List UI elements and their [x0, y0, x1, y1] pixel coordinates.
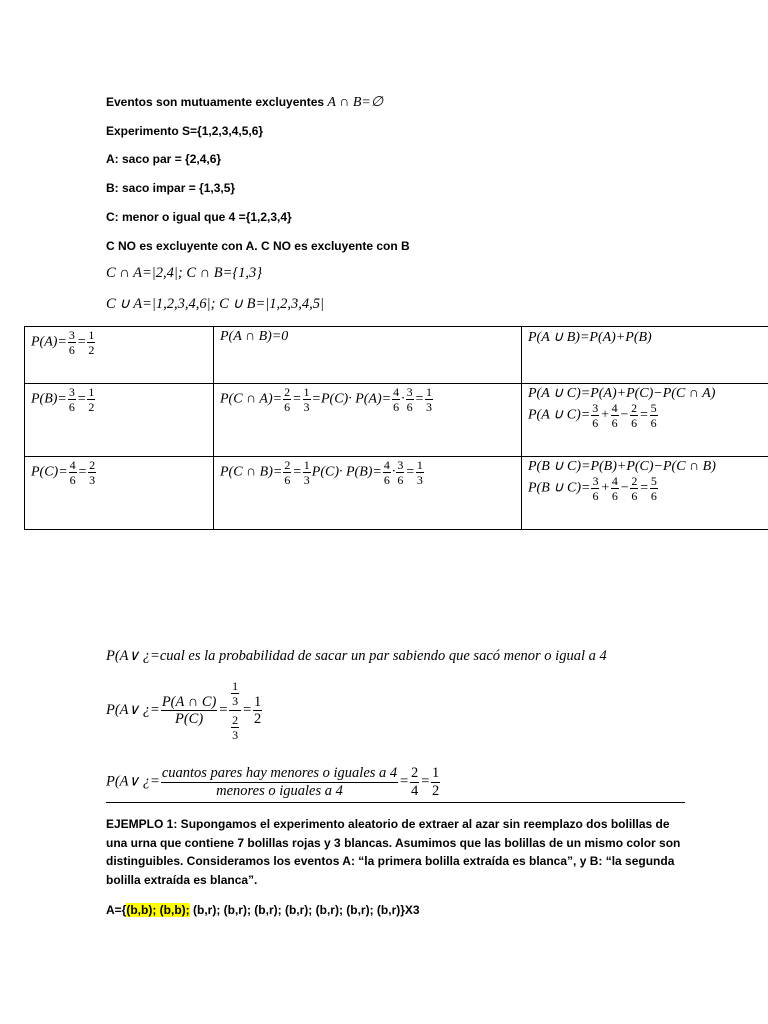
intro-title-math: A ∩ B=∅ [327, 95, 384, 110]
formula-lhs: P(A∨ ¿= [106, 701, 160, 718]
fraction: $\frac{2}{6}$ [284, 385, 291, 414]
fraction: $\frac{1}{3}$ [232, 679, 239, 708]
example-paragraph: EJEMPLO 1: Supongamos el experimento aleatorio de extraer al azar sin reemplazo dos bolillas de una urna que contiene 7 bolillas rojas y 3 blancas. Asumimos que las bolillas de un mismo color son distinguibles. Consideramos los eventos A: “la primera bolilla extraída es blanca”, y B: “la segunda bolilla extraída es blanca”. [106, 817, 681, 887]
fraction: $\frac{4}{6}$ [69, 458, 76, 487]
conditional-formula: P(A∨ ¿= $\frac{P(A \cap C)}{P(C)}$ = $\frac{\frac{1}{3}}{\frac{2}{3}}$ = $\frac{1}{2}$ [106, 679, 262, 742]
highlighted-outcomes: (b,b); (b,b); [126, 903, 190, 917]
cell-formula: P(A ∪ C)=P(A)+P(C)−P(C ∩ A) [528, 386, 716, 401]
fraction: $\frac{5}{6}$ [650, 474, 657, 504]
cell-mid: P(C)· P(B)= [311, 464, 382, 480]
event-a-line: A: saco par = {2,4,6} [106, 152, 222, 166]
fraction: $\frac{2}{3}$ [232, 713, 239, 742]
cell-lhs: P(A ∪ C)= [528, 407, 591, 423]
table-cell-p-a: P(A)= $\frac{3}{6}$ = $\frac{1}{2}$ [25, 327, 214, 384]
fraction: $\frac{5}{6}$ [650, 401, 657, 431]
fraction: $\frac{1}{3}$ [416, 458, 423, 487]
experiment-line: Experimento S={1,2,3,4,5,6} [106, 124, 264, 138]
table-cell-p-a-or-c [522, 384, 768, 457]
fraction: $\frac{4}{6}$ [611, 474, 618, 504]
table-cell-p-b: P(B)= $\frac{3}{6}$ = $\frac{1}{2}$ [25, 384, 214, 457]
fraction: $\frac{1}{2}$ [253, 693, 262, 727]
fraction: $\frac{1}{3}$ [303, 458, 310, 487]
fraction: $\frac{1}{3}$ [426, 385, 433, 414]
compound-fraction [229, 680, 241, 741]
cell-formula: P(B ∪ C)=P(B)+P(C)−P(C ∩ B) [528, 459, 716, 474]
fraction: $\frac{3}{6}$ [397, 458, 404, 487]
probability-table [24, 326, 768, 530]
cell-lhs: P(C ∩ A)= [220, 391, 283, 407]
cell-lhs: P(B)= [31, 391, 67, 407]
table-cell-p-c-and-b: P(C ∩ B)= $\frac{2}{6}$ = $\frac{1}{3}$ P(C)· P(B)= $\frac{4}{6}$ · $\frac{3}{6}$ = $\frac{1}{3}$ [214, 457, 522, 530]
cell-result: P(B ∪ C)= $\frac{3}{6}$ + $\frac{4}{6}$ − $\frac{2}{6}$ = $\frac{5}{6}$ [528, 474, 657, 504]
table-cell-p-b-or-c [522, 457, 768, 530]
table-cell-p-a-and-b: P(A ∩ B)=0 [214, 327, 522, 384]
cell-lhs: P(C)= [31, 464, 68, 480]
fraction: $\frac{P(A \cap C)}{P(C)}$ [161, 693, 217, 727]
example-set-line [106, 903, 420, 917]
cell-result: P(A ∪ C)= $\frac{3}{6}$ + $\frac{4}{6}$ − $\frac{2}{6}$ = $\frac{5}{6}$ [528, 401, 657, 431]
fraction: $\frac{2}{4}$ [410, 765, 419, 799]
fraction: $\frac{3}{6}$ [68, 385, 75, 414]
cell-lhs: P(C ∩ B)= [220, 464, 283, 480]
intro-title-text: Eventos son mutuamente excluyentes [106, 95, 325, 109]
fraction: $\frac{2}{6}$ [284, 458, 291, 487]
conditional-counting: P(A∨ ¿= $\frac{\text{cuantos pares hay menores o iguales a 4}}{\text{menores o iguales a 4}}$ = $\frac{2}{4}$ = $\frac{1}{2}$ [106, 765, 440, 799]
cell-lhs: P(B ∪ C)= [528, 480, 591, 496]
fraction: $\frac{2}{3}$ [89, 458, 96, 487]
table-cell-p-c: P(C)= $\frac{4}{6}$ = $\frac{2}{3}$ [25, 457, 214, 530]
cell-lhs: P(A)= [31, 334, 67, 350]
conditional-definition: P(A∨ ¿=cual es la probabilidad de sacar un par sabiendo que sacó menor o igual a 4 [106, 648, 607, 664]
fraction: $\frac{1}{2}$ [432, 765, 440, 799]
table-row [25, 384, 768, 457]
table-row [25, 457, 768, 530]
fraction: $\frac{1}{2}$ [88, 385, 95, 414]
table-row [25, 327, 768, 384]
cell-mid: =P(C)· P(A)= [311, 391, 392, 407]
fraction: $\frac{4}{6}$ [383, 458, 390, 487]
fraction: $\frac{\text{cuantos pares hay menores o iguales a 4}}{\text{menores o iguales a 4}}$ [161, 765, 398, 799]
fraction: $\frac{2}{6}$ [631, 401, 638, 431]
fraction: $\frac{4}{6}$ [393, 385, 400, 414]
fraction: $\frac{1}{3}$ [303, 385, 310, 414]
event-c-line: C: menor o igual que 4 ={1,2,3,4} [106, 210, 292, 224]
table-cell-p-c-and-a: P(C ∩ A)= $\frac{2}{6}$ = $\frac{1}{3}$ =P(C)· P(A)= $\frac{4}{6}$ · $\frac{3}{6}$ = $\frac{1}{3}$ [214, 384, 522, 457]
section-divider [106, 802, 685, 803]
set-rest: (b,r); (b,r); (b,r); (b,r); (b,r); (b,r); (b,r)}X3 [189, 903, 420, 917]
formula-lhs: P(A∨ ¿= [106, 773, 160, 790]
fraction: $\frac{1}{2}$ [88, 328, 95, 357]
intro-title [106, 94, 383, 111]
set-prefix: A={ [106, 903, 127, 917]
fraction: $\frac{3}{6}$ [406, 385, 413, 414]
fraction: $\frac{3}{6}$ [592, 474, 599, 504]
fraction: $\frac{3}{6}$ [592, 401, 599, 431]
unions-line: C ∪ A=|1,2,3,4,6|; C ∪ B=|1,2,3,4,5| [106, 296, 324, 312]
fraction: $\frac{2}{6}$ [631, 474, 638, 504]
event-b-line: B: saco impar = {1,3,5} [106, 181, 236, 195]
exclusion-note: C NO es excluyente con A. C NO es excluyente con B [106, 239, 410, 253]
intersections-line: C ∩ A=|2,4|; C ∩ B={1,3} [106, 265, 263, 281]
fraction: $\frac{3}{6}$ [68, 328, 75, 357]
fraction: $\frac{4}{6}$ [611, 401, 618, 431]
table-cell-p-a-or-b: P(A ∪ B)=P(A)+P(B) [522, 327, 768, 384]
